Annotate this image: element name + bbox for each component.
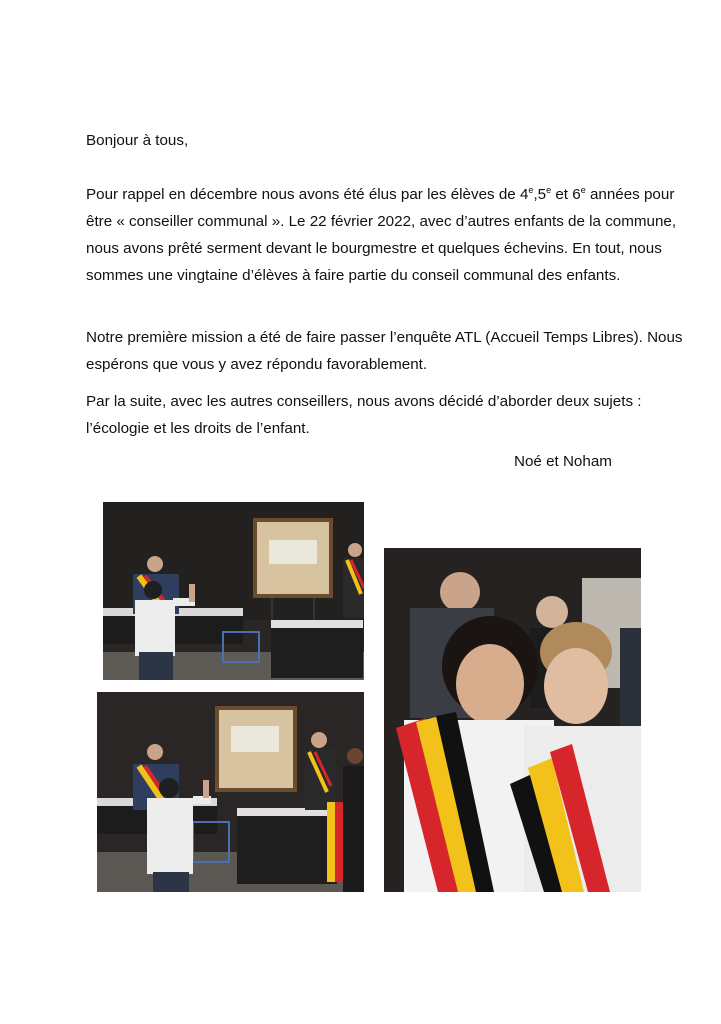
paragraph-topics: Par la suite, avec les autres conseillers, nous avons décidé d’aborder deux sujets : l’écologie et les droits de l’enfant. xyxy=(86,393,642,437)
ordinal-6: 6 xyxy=(572,186,581,204)
paragraph-election xyxy=(86,177,686,289)
photo-oath-ceremony-2 xyxy=(97,692,364,892)
greeting: Bonjour à tous, xyxy=(86,132,189,149)
paragraph-atl-survey: Notre première mission a été de faire passer l’enquête ATL (Accueil Temps Libres). Nous espérons que vous y avez répondu favorablement. xyxy=(86,329,683,373)
paragraph-election-intro: Pour rappel en décembre nous avons été élus par les élèves de xyxy=(86,186,520,204)
photo-young-councillors xyxy=(384,548,641,892)
ordinal-suffix-5: e xyxy=(546,185,552,195)
ordinal-5: 5 xyxy=(537,186,547,204)
ordinal-suffix-4: e xyxy=(528,185,534,195)
ordinal-separator-2: et xyxy=(551,186,573,204)
ordinal-suffix-6: e xyxy=(580,185,586,195)
photo-oath-ceremony-1 xyxy=(103,502,364,680)
ordinal-4: 4 xyxy=(519,186,529,204)
ordinal-separator-1: , xyxy=(533,186,538,204)
paragraph-election-rest: années pour être « conseiller communal ». Le 22 février 2022, avec d’autres enfants de la commune, nous avons prêté serment devant le bourgmestre et quelques échevins. En tout, nous sommes une vingtaine d’élèves à faire partie du conseil communal des enfants. xyxy=(86,186,677,285)
signature: Noé et Noham xyxy=(514,453,612,470)
